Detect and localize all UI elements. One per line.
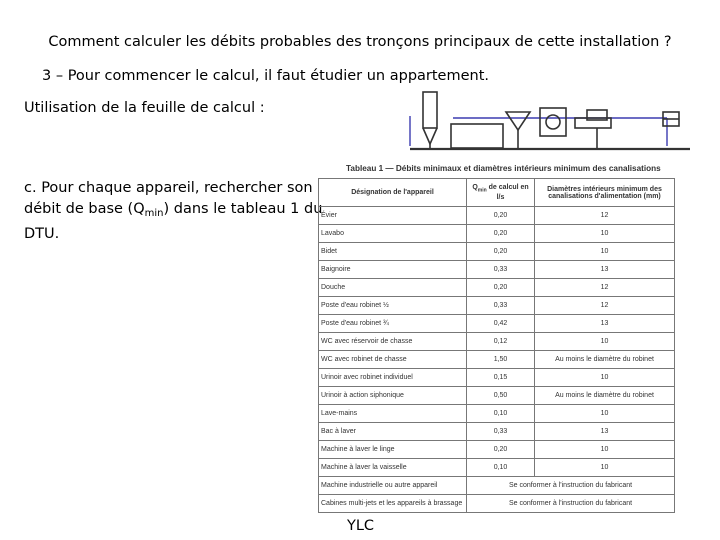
water-meter-icon — [663, 112, 679, 126]
bathtub-icon — [451, 124, 503, 148]
cell-debit: 0,33 — [467, 423, 535, 441]
cell-diametre: 13 — [535, 261, 675, 279]
table-header-row — [319, 179, 675, 207]
header-diametre: Diamètres intérieurs minimum des canalisations d'alimentation (mm) — [535, 179, 675, 207]
header-debit-q: Q — [472, 184, 478, 192]
instruction-sub: min — [144, 208, 164, 219]
table-row — [319, 441, 675, 459]
cell-debit: 0,12 — [467, 333, 535, 351]
header-appareil: Désignation de l'appareil — [319, 179, 467, 207]
instruction-after: ) dans le tableau 1 du DTU. — [24, 201, 323, 242]
header-debit-sub: min — [477, 187, 487, 194]
table-row — [319, 225, 675, 243]
table-row — [319, 477, 675, 495]
header-debit-rest: de calcul en l/s — [486, 184, 529, 201]
table-body — [319, 207, 675, 513]
washing-machine-icon — [540, 108, 566, 136]
cell-appareil: Machine industrielle ou autre appareil — [319, 477, 467, 495]
table-row — [319, 315, 675, 333]
supply-pipe-blue — [410, 116, 667, 146]
cell-appareil: Bidet — [319, 243, 467, 261]
water-heater-icon — [423, 92, 437, 150]
table-row — [319, 333, 675, 351]
cell-appareil: Poste d'eau robinet ½ — [319, 297, 467, 315]
cell-diametre: 10 — [535, 441, 675, 459]
cell-debit: 0,20 — [467, 279, 535, 297]
cell-diametre: 12 — [535, 279, 675, 297]
cell-appareil: Douche — [319, 279, 467, 297]
table-row — [319, 279, 675, 297]
footer-author: YLC — [347, 518, 375, 534]
table-row — [319, 387, 675, 405]
cell-appareil: Machine à laver la vaisselle — [319, 459, 467, 477]
cell-appareil: Cabines multi-jets et les appareils à brassage — [319, 495, 467, 513]
table-row — [319, 369, 675, 387]
cell-appareil: Urinoir à action siphonique — [319, 387, 467, 405]
table-caption: Tableau 1 — Débits minimaux et diamètres intérieurs minimum des canalisations — [346, 164, 661, 173]
usage-heading: Utilisation de la feuille de calcul : — [24, 100, 265, 116]
cell-diametre: Au moins le diamètre du robinet — [535, 387, 675, 405]
cell-debit: 0,20 — [467, 207, 535, 225]
cell-debit: 0,42 — [467, 315, 535, 333]
cell-debit: 0,10 — [467, 405, 535, 423]
dtu-table — [318, 178, 675, 513]
installation-diagram — [405, 88, 695, 158]
table-row — [319, 297, 675, 315]
instruction-before: c. Pour chaque appareil, rechercher son débit de base (Q — [24, 180, 313, 217]
cell-appareil: Poste d'eau robinet ¾ — [319, 315, 467, 333]
cell-appareil: Bac à laver — [319, 423, 467, 441]
cell-appareil: Urinoir avec robinet individuel — [319, 369, 467, 387]
table-row — [319, 459, 675, 477]
cell-debit: 0,33 — [467, 261, 535, 279]
cell-appareil: WC avec réservoir de chasse — [319, 333, 467, 351]
table-row — [319, 405, 675, 423]
cell-diametre: 10 — [535, 333, 675, 351]
cell-debit: 0,20 — [467, 243, 535, 261]
instruction-text — [24, 178, 324, 245]
cell-diametre: 13 — [535, 315, 675, 333]
step-title: 3 – Pour commencer le calcul, il faut étudier un appartement. — [42, 68, 490, 84]
cell-debit: 0,20 — [467, 225, 535, 243]
header-debit — [467, 179, 535, 207]
table-row — [319, 207, 675, 225]
cell-appareil: Machine à laver le linge — [319, 441, 467, 459]
cell-diametre: Au moins le diamètre du robinet — [535, 351, 675, 369]
cell-diametre: 12 — [535, 297, 675, 315]
table-row — [319, 243, 675, 261]
cell-appareil: Lavabo — [319, 225, 467, 243]
cell-debit: 0,20 — [467, 441, 535, 459]
cell-appareil: Baignoire — [319, 261, 467, 279]
cell-diametre: 13 — [535, 423, 675, 441]
table-row — [319, 423, 675, 441]
cell-diametre: 12 — [535, 207, 675, 225]
table-row — [319, 351, 675, 369]
cell-appareil: Évier — [319, 207, 467, 225]
sink-icon — [575, 110, 611, 148]
cell-appareil: Lave-mains — [319, 405, 467, 423]
cell-diametre: 10 — [535, 459, 675, 477]
question-title: Comment calculer les débits probables des tronçons principaux de cette installation ? — [48, 34, 672, 50]
table-row — [319, 495, 675, 513]
cell-appareil: WC avec robinet de chasse — [319, 351, 467, 369]
cell-debit: 0,10 — [467, 459, 535, 477]
cell-debit: 0,15 — [467, 369, 535, 387]
cell-diametre: 10 — [535, 405, 675, 423]
cell-debit: 0,50 — [467, 387, 535, 405]
table-row — [319, 261, 675, 279]
cell-debit: 1,50 — [467, 351, 535, 369]
cell-diametre: 10 — [535, 369, 675, 387]
cell-note: Se conformer à l'instruction du fabricant — [467, 495, 675, 513]
cell-debit: 0,33 — [467, 297, 535, 315]
cell-note: Se conformer à l'instruction du fabricant — [467, 477, 675, 495]
cell-diametre: 10 — [535, 243, 675, 261]
cell-diametre: 10 — [535, 225, 675, 243]
